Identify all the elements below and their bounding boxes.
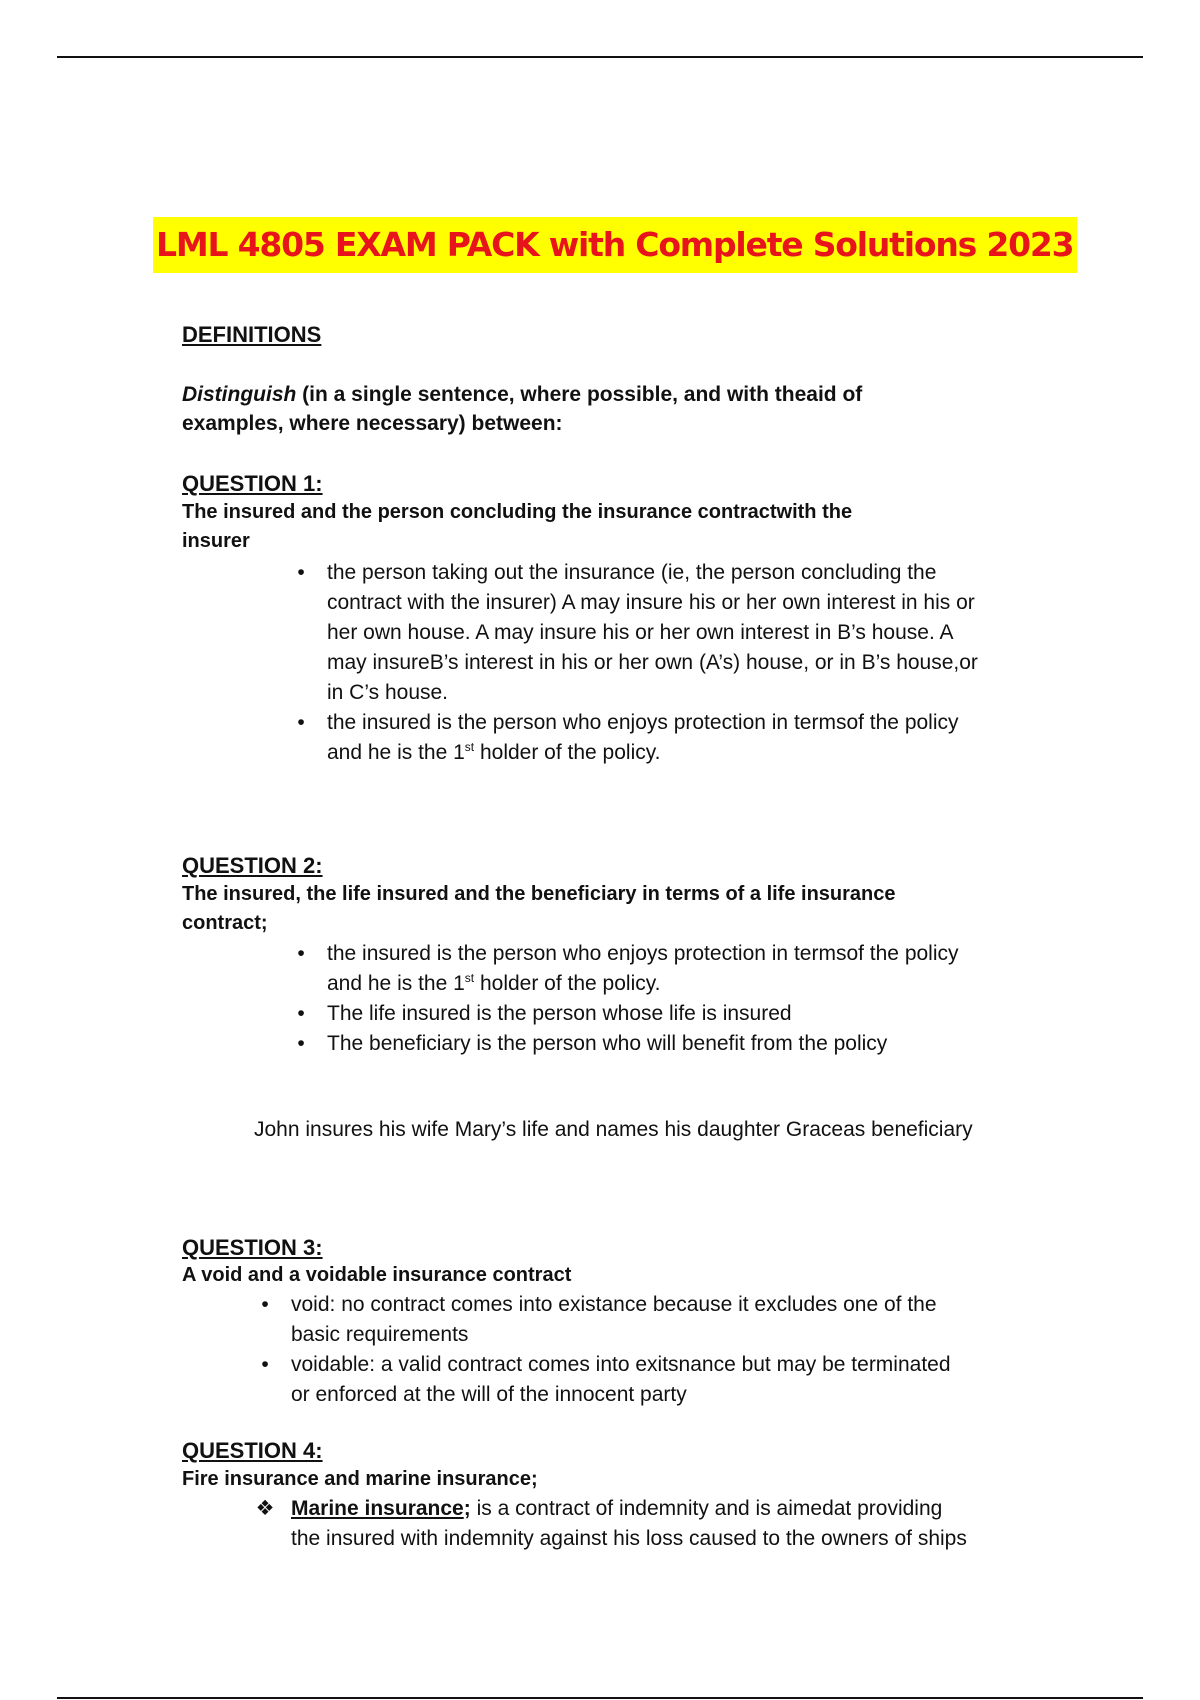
bullet-icon: •	[297, 942, 305, 965]
title-wrap	[153, 217, 1077, 273]
list-item: • void: no contract comes into existance because it excludes one of the basic requirements	[255, 1290, 975, 1350]
intro-italic: Distinguish	[182, 383, 297, 406]
list-item: • the insured is the person who enjoys protection in termsof the policy and he is the 1st holder of the policy.	[291, 708, 991, 768]
bullet-icon: •	[297, 1032, 305, 1055]
bullet-icon: •	[297, 711, 305, 734]
list-item: • the person taking out the insurance (ie, the person concluding the contract with the insurer) A may insure his or her own interest in his or her own house. A may insure his or her own interest in B’s house. A may insureB’s interest in his or her own (A’s) house, or in B’s house,or in C’s house.	[291, 558, 991, 708]
top-rule	[57, 56, 1143, 58]
diamond-bullet-icon: ❖	[255, 1497, 275, 1520]
q1-bullets	[291, 558, 991, 768]
q3-heading: QUESTION 3:	[182, 1235, 323, 1260]
list-item: • The life insured is the person whose life is insured	[291, 999, 991, 1029]
bullet-icon: •	[297, 1002, 305, 1025]
q2-subtitle: The insured, the life insured and the beneficiary in terms of a life insurance contract;	[182, 883, 896, 934]
intro-text: (in a single sentence, where possible, and with theaid of examples, where necessary) between:	[182, 383, 863, 435]
q2-bullets	[291, 939, 991, 1059]
bottom-rule	[57, 1697, 1143, 1699]
bullet-icon: •	[261, 1353, 269, 1376]
list-item: • voidable: a valid contract comes into exitsnance but may be terminated or enforced at the will of the innocent party	[255, 1350, 975, 1410]
q3-subtitle: A void and a voidable insurance contract	[182, 1264, 572, 1286]
q2-heading: QUESTION 2:	[182, 853, 323, 878]
q2-example: John insures his wife Mary’s life and names his daughter Graceas beneficiary	[254, 1118, 973, 1141]
q4-subtitle: Fire insurance and marine insurance;	[182, 1468, 538, 1490]
list-item: • The beneficiary is the person who will benefit from the policy	[291, 1029, 991, 1059]
list-item: ❖ Marine insurance; is a contract of indemnity and is aimedat providing the insured with indemnity against his loss caused to the owners of ships	[255, 1494, 975, 1554]
q4-bullets	[255, 1494, 975, 1554]
q4-heading: QUESTION 4:	[182, 1438, 323, 1463]
bullet-icon: •	[297, 561, 305, 584]
intro-paragraph	[182, 380, 922, 438]
q1-subtitle: The insured and the person concluding the insurance contractwith the insurer	[182, 501, 853, 552]
q3-bullets	[255, 1290, 975, 1410]
document-title: LML 4805 EXAM PACK with Complete Solutions 2023	[153, 217, 1077, 273]
list-item: • the insured is the person who enjoys protection in termsof the policy and he is the 1st holder of the policy.	[291, 939, 991, 999]
q1-heading: QUESTION 1:	[182, 471, 323, 496]
bullet-icon: •	[261, 1293, 269, 1316]
definitions-heading: DEFINITIONS	[182, 322, 322, 347]
marine-term: Marine insurance	[291, 1497, 464, 1520]
